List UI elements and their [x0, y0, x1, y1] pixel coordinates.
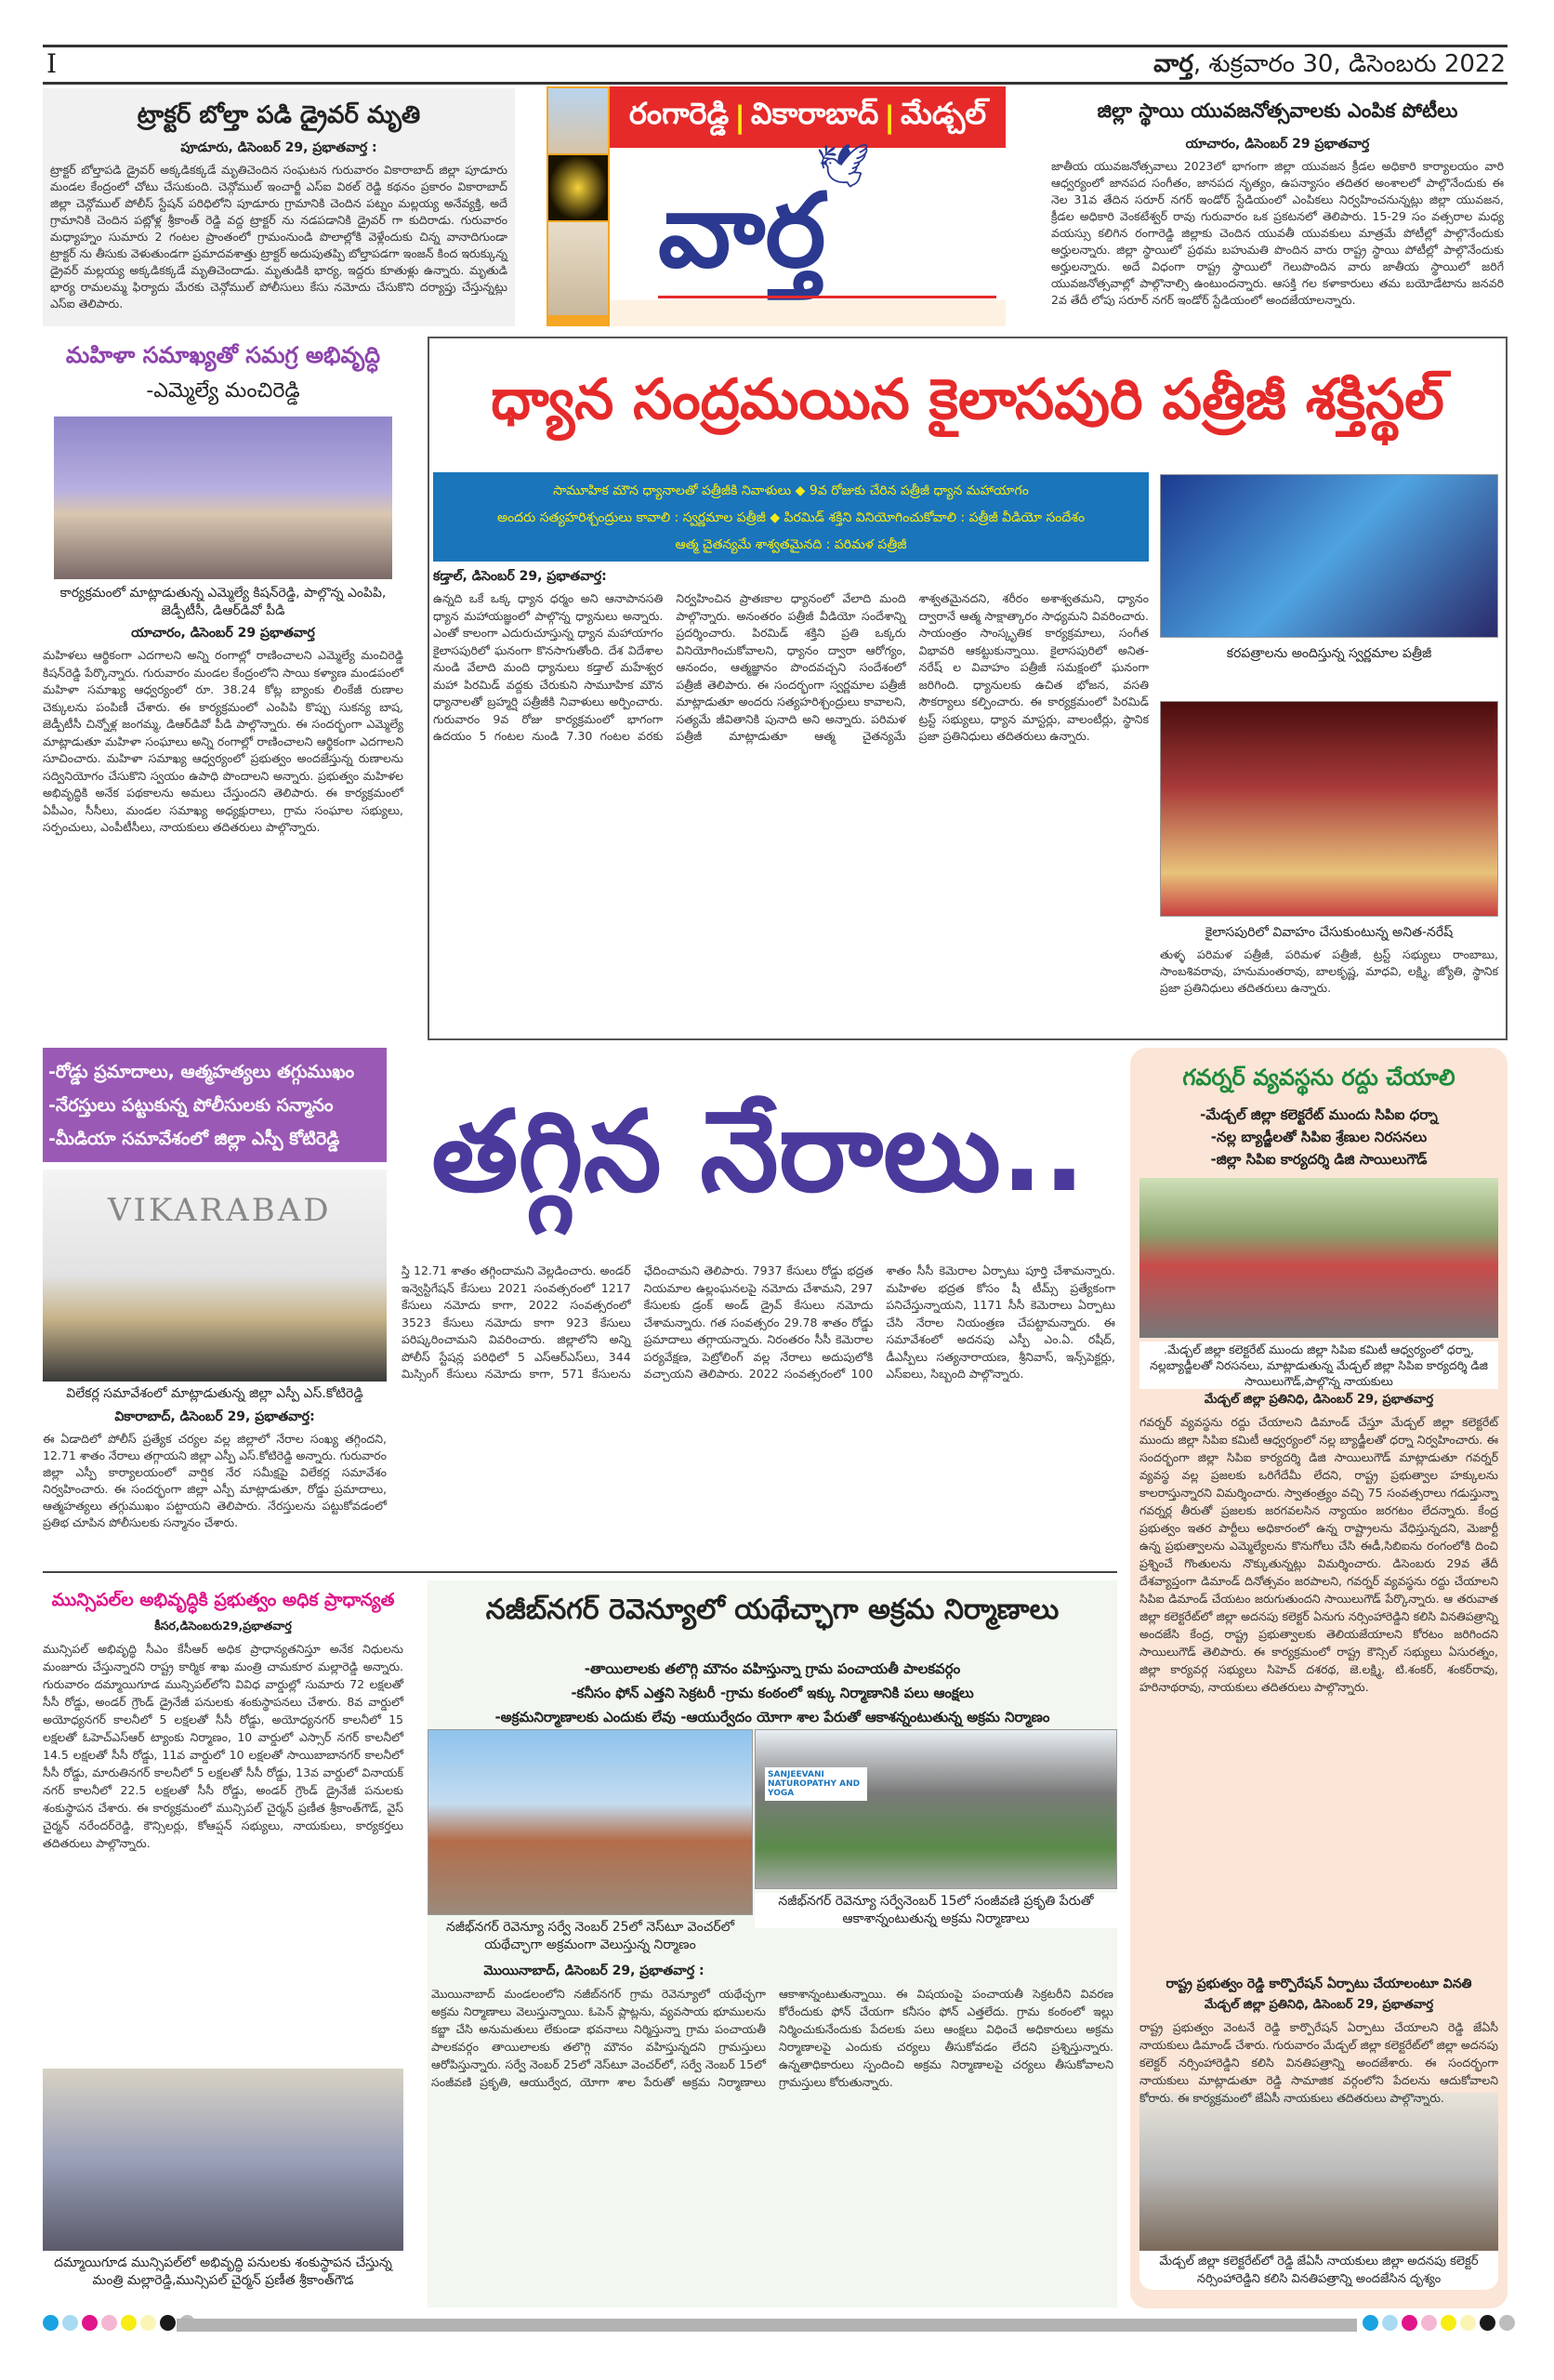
article-body: ఉన్నది ఒకే ఒక్క ధ్యాన ధర్మం అని ఆనాపానసతి ధ్యాన మహాయజ్ఞంలో పాల్గొన్న ధ్యానులు అన్నారు. ఎంతో కాలంగా ఎదురుచూస్తున్న ధ్యాన మహాయాగం కైలాసపురిలో ఘనంగా కొనసాగుతోంది. దేశ విదేశాల నుండి వేలాది మంది ధ్యానులు కడ్తాల్ మహేశ్వర మహా పిరమిడ్ వద్దకు చేరుకుని సామూహిక మౌన ధ్యానాలతో బ్రహ్మర్షి పత్రీజీకి నివాళులు అర్పించారు. గురువారం 9వ రోజు కార్యక్రమంలో భాగంగా ఉదయం 5 గంటల నుండి 7.30 గంటల వరకు నిర్వహించిన ప్రాతఃకాల ధ్యానంలో వేలాది మంది పాల్గొన్నారు. అనంతరం పత్రీజీ వీడియో సందేశాన్ని ప్రదర్శించారు. పిరమిడ్ శక్తిని ప్రతి ఒక్కరు వినియోగించుకోవాలని, ధ్యానం ద్వారా ఆరోగ్యం, ఆనందం, ఆత్మజ్ఞానం పొందవచ్చని సందేశంలో పత్రీజీ తెలిపారు. ఈ సందర్భంగా స్వర్ణమాల పత్రీజీ మాట్లాడుతూ అందరు సత్యహరిశ్చంద్రులు కావాలని, సత్యమే జీవితానికి పునాది అని అన్నారు. పరిమళ పత్రీజీ మాట్లాడుతూ ఆత్మ చైతన్యమే శాశ్వతమైనదని, శరీరం అశాశ్వతమని, ధ్యానం ద్వారానే ఆత్మ సాక్షాత్కారం సాధ్యమని వివరించారు. సాయంత్రం సాంస్కృతిక కార్యక్రమాలు, సంగీత విభావరి ఆకట్టుకున్నాయి. కైలాసపురిలో అనిత-నరేష్ ల వివాహం పత్రీజీ సమక్షంలో ఘనంగా జరిగింది. ధ్యానులకు ఉచిత భోజన, వసతి సౌకర్యాలు కల్పించారు. ఈ కార్యక్రమంలో పిరమిడ్ ట్రస్ట్ సభ్యులు, ధ్యాన మాస్టర్లు, వాలంటీర్లు, స్థానిక ప్రజా ప్రతినిధులు తదితరులు ఉన్నారు.: [433, 591, 1149, 743]
subheadline: రాష్ట్ర ప్రభుత్వం రెడ్డి కార్పొరేషన్ ఏర్పాటు చేయాలంటూ వినతి: [1166, 1977, 1472, 1991]
district-band: రంగారెడ్డి | వికారాబాద్ | మేడ్చల్: [610, 86, 1006, 148]
page-number: I: [46, 48, 58, 79]
dove-icon: 🕊: [816, 140, 871, 191]
dateline: యాచారం, డిసెంబర్ 29 ప్రభాతవార్త: [131, 626, 315, 641]
article-body-tail: తుళ్ళ పరిమళ పత్రీజీ, పరిమళ పత్రీజీ, ట్రస్ట్ సభ్యులు రాంబాబు, సాంబశివరావు, హనుమంతరావు, బాలకృష్ణ, మాధవి, లక్ష్మి, జ్యోతి, స్థానిక ప్రజా ప్రతినిధులు తదితరులు ఉన్నారు.: [1160, 947, 1498, 995]
registration-dot: [82, 2315, 98, 2331]
photo-caption: కైలాసపురిలో వివాహం చేసుకుంటున్న అనిత-నరేష్: [1205, 925, 1454, 940]
registration-dot: [1499, 2315, 1515, 2331]
highlight: పిరమిడ్ శక్తిని వినియోగించుకోవాలి : పత్రీజీ వీడియో సందేశం: [784, 510, 1086, 525]
temple-photo: [548, 88, 608, 153]
highlight: సామూహిక మౌన ధ్యానాలతో పత్రీజీకి నివాళులు: [553, 483, 792, 498]
photo-reddy-jac: [1139, 2093, 1498, 2251]
registration-dot: [43, 2315, 59, 2331]
dateline: వికారాబాద్, డిసెంబర్ 29, ప్రభాతవార్త:: [114, 1409, 315, 1424]
issue-date: , శుక్రవారం 30, డిసెంబరు 2022: [1192, 50, 1506, 78]
print-registration-bar: [0, 2315, 1554, 2335]
dateline: కడ్తాల్, డిసెంబర్ 29, ప్రభాతవార్త:: [433, 569, 607, 584]
subheadline: -నల్ల బ్యాడ్జీలతో సిపిఐ శ్రేణుల నిరసనలు: [1210, 1129, 1428, 1145]
photo-caption: కార్యక్రమంలో మాట్లాడుతున్న ఎమ్మెల్యే కిషన్‌రెడ్డి, పాల్గొన్న ఎంపిపి, జెడ్పీటీసీ, డిఆర్‌డివో పీడి: [59, 586, 387, 618]
headline: ధ్యాన సంద్రమయిన కైలాసపురి పత్రీజీ శక్తిస్థల్: [491, 367, 1444, 432]
building-sign: SANJEEVANI NATUROPATHY AND YOGA: [765, 1767, 867, 1801]
registration-dot: [1402, 2315, 1417, 2331]
headline: గవర్నర్ వ్యవస్థను రద్దు చేయాలి: [1182, 1064, 1455, 1091]
dateline: కీసర,డిసెంబరు29,ప్రభాతవార్త: [154, 1619, 292, 1633]
article-women-federation: [43, 337, 403, 1040]
photo-caption: నజీభ్‌నగర్ రెవెన్యూ సర్వేనెంబర్ 15లో సంజీవణి ప్రకృతి పేరుతో ఆకాశాన్నంటుతున్న అక్రమ నిర్మాణాలు: [755, 1893, 1117, 1928]
photo-caption: .మేడ్చల్ జిల్లా కలెక్టరేట్ ముందు జిల్లా సిపిఐ కమిటీ ఆధ్వర్యంలో ధర్నా, నల్లబ్యాడ్జీలతో నిరసనలు, మాట్లాడుతున్న మేడ్చల్ జిల్లా సిపిఐ కార్యదర్శి డిజి సాయిలుగౌడ్,పాల్గొన్న నాయకులు: [1139, 1342, 1498, 1389]
headline: జిల్లా స్థాయి యువజనోత్సవాలకు ఎంపిక పోటీలు: [1097, 99, 1458, 122]
masthead: [547, 86, 1006, 326]
article-body: ఈ ఏడాదిలో పోలీస్ ప్రత్యేక చర్యల వల్ల జిల్లాలో నేరాల సంఖ్య తగ్గిందని, 12.71 శాతం నేరాలు తగ్గాయని జిల్లా ఎస్పీ ఎస్.కోటిరెడ్డి అన్నారు. గురువారం జిల్లా ఎస్పీ కార్యాలయంలో వార్షిక నేర సమీక్షపై విలేకర్ల సమావేశం నిర్వహించారు. ఈ సందర్భంగా జిల్లా ఎస్పీ మాట్లాడుతూ, రోడ్డు ప్రమాదాలు, ఆత్మహత్యలు తగ్గుముఖం పట్టాయని తెలిపారు. నేరస్తులను పట్టుకోవడంలో ప్రతిభ చూపిన పోలీసులకు సన్మానం చేశారు.: [43, 1432, 387, 1529]
masthead-logo: వార్త: [658, 171, 826, 290]
headline-crimes-decreased: తగ్గిన నేరాలు..: [431, 1088, 1086, 1217]
photo-women-meeting: [54, 416, 392, 579]
district-medchal: మేడ్చల్: [900, 96, 987, 131]
registration-dot: [1421, 2315, 1437, 2331]
registration-dot: [1460, 2315, 1476, 2331]
registration-dot: [140, 2315, 156, 2331]
article-youth-festival: [1047, 88, 1508, 326]
article-kailasapuri: [428, 337, 1508, 1040]
article-body: ట్రాక్టర్ బోల్తాపడి డ్రైవర్ అక్కడికక్కడే మృతిచెందిన సంఘటన గురువారం వికారాబాద్ జిల్లా పూడూరు మండల కేంద్రంలో చోటు చేసుకుంది. చెన్గోముల్ ఇంచార్జీ ఎస్ఐ విఠల్ రెడ్డి కథనం ప్రకారం వికారాబాద్ జిల్లా చెన్గోముల్ పోలీస్ స్టేషన్ పరిధిలోని పూడూరు గ్రామానికి చెందిన పట్నం మల్లయ్య అనేవ్యక్తి, అదే గ్రామానికి చెందిన పట్లోళ్ల శ్రీకాంత్ రెడ్డి వద్ద ట్రాక్టర్ ను నడపడానికి డ్రైవర్ గా కుదిరాడు. గురువారం మధ్యాహ్నం సుమారు 2 గంటల ప్రాంతంలో గ్రామంనుండి పొలాల్లోకి వెళ్లేందుకు చిన్న వానాదిగుండా ట్రాక్టర్ ను తీసుకు వెళుతుండగా ప్రమాదవశాత్తు ట్రాక్టర్ అదుపుతప్పి బోల్తాపడగా ఇంజన్ కింద ఇరుక్కున్న డ్రైవర్ మల్లయ్య అక్కడికక్కడే మృతిచెందాడు. మృతుడికి భార్య, ఇద్దరు కూతుళ్లు ఉన్నారు. మృతుడి భార్య రామలమ్మ ఫిర్యాదు మేరకు చెన్గోముల్ పోలీసులు కేసు నమోదు చేసుకొని దర్యాప్తు చేస్తున్నట్లు ఎస్ఐ తెలిపారు.: [50, 163, 507, 311]
dateline: మొయినాబాద్, డిసెంబర్ 29, ప్రభాతవార్త :: [483, 1964, 705, 1978]
photo-municipal-foundation: [43, 2069, 403, 2251]
registration-dot: [1441, 2315, 1456, 2331]
headline: నజీబ్‌నగర్ రెవెన్యూలో యథేచ్ఛాగా అక్రమ నిర్మాణాలు: [485, 1593, 1060, 1626]
dateline: యాచారం, డిసెంబర్ 29 ప్రభాతవార్త: [1185, 137, 1370, 152]
photo-sp-press-meet: [43, 1170, 387, 1382]
crime-bullets-box: [43, 1048, 387, 1162]
highlight: ఆత్మ చైతన్యమే శాశ్వతమైనది : పరిమళ పత్రీజీ: [675, 537, 907, 552]
photo-swarnamala-stage: [1160, 474, 1498, 638]
dateline: మేడ్చల్ జిల్లా ప్రతినిధి, డిసెంబర్ 29, ప్రభాతవార్త: [1204, 1393, 1434, 1407]
photo-cpi-dharna: [1139, 1178, 1498, 1338]
photo-wedding: [1160, 701, 1498, 917]
dateline: పూడూరు, డిసెంబర్ 29, ప్రభాతవార్త :: [180, 140, 377, 155]
photo-construction-25: [428, 1729, 753, 1915]
subheadline: -కనీసం ఫోన్ ఎత్తని సెక్రటరీ -గ్రామ కంఠంలో ఇక్కు నిర్మాణానికి పలు ఆంక్షలు: [571, 1685, 974, 1701]
dateline: మేడ్చల్ జిల్లా ప్రతినిధి, డిసెంబర్ 29, ప్రభాతవార్త: [1204, 1998, 1434, 2012]
headline: మహిళా సమాఖ్యతో సమగ్ర అభివృద్ధి: [65, 342, 381, 368]
article-governor: [1130, 1048, 1508, 2308]
article-tractor: [43, 88, 515, 326]
headline: ట్రాక్టర్ బోల్తా పడి డ్రైవర్ మృతి: [137, 101, 421, 129]
article-body: మహిళలు ఆర్థికంగా ఎదగాలని అన్ని రంగాల్లో రాణించాలని ఎమ్మెల్యే మంచిరెడ్డి కిషన్‌రెడ్డి పేర్కొన్నారు. గురువారం మండల కేంద్రంలోని సాయి కళ్యాణ మండపంలో మహిళా సమాఖ్య ఆధ్వర్యంలో రూ. 38.24 కోట్ల బ్యాంకు లింకేజీ రుణాల చెక్కులను పంపిణీ చేశారు. ఈ కార్యక్రమంలో ఎంపిపి కొప్పు సుకన్య బాష, జెడ్పీటీసీ చిన్నోళ్ల జంగమ్మ, డిఆర్‌డివో పీడి పాల్గొన్నారు. ఈ సందర్భంగా ఎమ్మెల్యే మాట్లాడుతూ మహిళా సంఘాలు అన్ని రంగాల్లో రాణించాలని ఆర్థికంగా ఎదగాలని సూచించారు. మహిళా సమాఖ్య ఆధ్వర్యంలో ప్రభుత్వం అందజేస్తున్న రుణాలను సద్వినియోగం చేసుకొని స్వయం ఉపాధి పొందాలని అన్నారు. ప్రభుత్వం మహిళల అభివృద్ధికి అనేక పథకాలను అమలు చేస్తుందని తెలిపారు. ఈ కార్యక్రమంలో ఏపీఎం, సీసీలు, మండల సమాఖ్య అధ్యక్షురాలు, గ్రామ సంఘాల సభ్యులు, సర్పంచులు, ఎంపీటీసీలు, నాయకులు తదితరులు పాల్గొన్నారు.: [43, 648, 403, 834]
page-header-date: [1153, 50, 1506, 84]
photo-caption: విలేకర్ల సమావేశంలో మాట్లాడుతున్న జిల్లా ఎస్పీ ఎస్.కోటిరెడ్డి: [66, 1386, 363, 1401]
registration-dot: [101, 2315, 117, 2331]
bullet: -నేరస్తులు పట్టుకున్న పోలీసులకు సన్మానం: [48, 1095, 334, 1116]
district-vikarabad: వికారాబాద్: [750, 96, 879, 131]
paper-name: వార్త: [1153, 50, 1193, 78]
headline: మున్సిపల్‌ల అభివృద్ధికి ప్రభుత్వం అధిక ప్రాధాన్యత: [51, 1590, 395, 1610]
highlight: 9వ రోజుకు చేరిన పత్రీజీ ధ్యాన మహాయాగం: [809, 483, 1029, 498]
golden-idol-photo: [548, 155, 608, 220]
article-body: మొయినాబాద్ మండలంలోని నజీబ్‌నగర్ గ్రామ రెవెన్యూలో యథేచ్ఛగా అక్రమ నిర్మాణాలు వెలుస్తున్నాయి. ఓపెన్ ప్లాట్లను, వ్యవసాయ భూములను కబ్జా చేసి అనుమతులు లేకుండా భవనాలు నిర్మిస్తున్నా గ్రామ పంచాయతీ పాలకవర్గం తాయిలాలకు తలొగ్గి మౌనం వహిస్తున్నదని గ్రామస్తులు ఆరోపిస్తున్నారు. సర్వే నెంబర్ 25లో నెస్‌టూ వెంచర్‌లో, సర్వే నెంబర్ 15లో సంజీవణి ప్రకృతి, ఆయుర్వేద, యోగా శాల పేరుతో అక్రమ నిర్మాణాలు ఆకాశాన్నంటుతున్నాయి. ఈ విషయంపై పంచాయతీ సెక్రటరీని వివరణ కోరేందుకు ఫోన్ చేయగా కనీసం ఫోన్ ఎత్తలేదు. గ్రామ కంఠంలో ఇల్లు నిర్మించుకునేందుకు పేదలకు పలు ఆంక్షలు విధించే అధికారులు అక్రమ నిర్మాణాలపై ఎందుకు చర్యలు తీసుకోవడం లేదని ప్రశ్నిస్తున్నారు. ఉన్నతాధికారులు స్పందించి అక్రమ నిర్మాణాలపై చర్యలు తీసుకోవాలని గ్రామస్తులు కోరుతున్నారు.: [431, 1987, 1113, 2089]
registration-dot: [160, 2315, 176, 2331]
article-municipal: [43, 1580, 403, 2306]
registration-dot: [1363, 2315, 1378, 2331]
photo-caption: నజీభ్‌నగర్ రెవెన్యూ సర్వే నెంబర్ 25లో నెస్‌టూ వెంచర్‌లో యథేచ్ఛాగా అక్రమంగా వెలుస్తున్న నిర్మాణం: [445, 1920, 735, 1952]
article-body: రాష్ట్ర ప్రభుత్వం వెంటనే రెడ్డి కార్పొరేషన్ ఏర్పాటు చేయాలని రెడ్డి జేఏసీ నాయకులు డిమాండ్ చేశారు. గురువారం మేడ్చల్ జిల్లా కలెక్టరేట్‌లో జిల్లా అదనపు కలెక్టర్ నర్సింహారెడ్డిని కలిసి వినతిపత్రాన్ని అందజేశారు. ఈ సందర్భంగా నాయకులు మాట్లాడుతూ రెడ్డి సామాజిక వర్గంలోని పేదలను ఆదుకోవాలని కోరారు. ఈ కార్యక్రమంలో జేఏసీ నాయకులు తదితరులు పాల్గొన్నారు.: [1139, 2020, 1498, 2105]
registration-dot: [121, 2315, 137, 2331]
photo-caption: కరపత్రాలను అందిస్తున్న స్వర్ణమాల పత్రీజీ: [1226, 646, 1432, 661]
photo-sign-text: VIKARABAD: [108, 1192, 332, 1229]
temple-complex-photo: [548, 222, 608, 315]
district-rangareddy: రంగారెడ్డి: [628, 96, 730, 131]
highlight: అందరు సత్యహరిశ్చంద్రులు కావాలి : స్వర్ణమాల పత్రీజీ: [496, 510, 766, 525]
article-body: జాతీయ యువజనోత్సవాలు 2023లో భాగంగా జిల్లా యువజన క్రీడల అధికారి కార్యాలయం వారి ఆధ్వర్యంలో జానపద సంగీతం, జానపద నృత్యం, ఉపన్యాసం తదితర అంశాలలో పాల్గొనేందుకు ఈ నెల 31వ తేదిన సరూర్ నగర్ ఇండోర్ స్టేడియంలో ఎంపికలు నిర్వహించనున్నట్లు జిల్లా యువజన, క్రీడల అధికారి వెంకటేశ్వర్ రావు గురువారం ఒక ప్రకటనలో తెలిపారు. 15-29 సం వత్సరాల మధ్య వయస్సు కలిగిన రంగారెడ్డి జిల్లాకు చెందిన యువతీ యువకులు మాత్రమే పోటీల్లో పాల్గొనేందుకు అర్హులన్నారు. జిల్లా స్థాయిలో ప్రథమ బహుమతి పొందిన వారు రాష్ట్ర స్థాయి పోటీల్లో పాల్గొనేందుకు అర్హులన్నారు. అదే విధంగా రాష్ట్ర స్థాయిలో గెలుపొందిన వారు జాతీయ స్థాయిలో జరిగే యువజనోత్సవాల్లో పాల్గొనాల్సి ఉంటుందన్నారు. ఆసక్తి గల కళాకారులు తమ బయోడేటాను జనవరి 2వ తేదీ లోపు సరూర్ నగర్ ఇండోర్ స్టేడియంలో అందజేయాలన్నారు.: [1051, 159, 1504, 307]
photo-caption: దమ్మాయిగూడ మున్సిపల్‌లో అభివృద్ధి పనులకు శంకుస్థాపన చేస్తున్న మంత్రి మల్లారెడ్డి,మున్సిపల్ చైర్మన్ ప్రణీత శ్రీకాంత్‌గౌడ: [54, 2255, 392, 2288]
article-najibnagar: [428, 1580, 1117, 2307]
registration-dot: [1382, 2315, 1398, 2331]
article-body: మున్సిపల్ అభివృద్ధి సీఎం కేసీఆర్ అధిక ప్రాధాన్యతనిస్తూ అనేక నిధులను మంజూరు చేస్తున్నారని రాష్ట్ర కార్మిక శాఖ మంత్రి చామకూర మల్లారెడ్డి అన్నారు. గురువారం దమ్మాయిగూడ మున్సిపల్‌లోని వివిధ వార్డుల్లో సుమారు 72 లక్షలతో సీసీ రోడ్డు, అండర్ గ్రౌండ్ డ్రైనేజీ పనులకు శంకుస్థాపనలు చేశారు. 8వ వార్డులో అయోధ్యనగర్ కాలనీలో 5 లక్షలతో సీసీ రోడ్డు, అయోధ్యనగర్ కాలనీలో 15 లక్షలతో ఓహెచ్ఎస్ఆర్ ట్యాంకు నిర్మాణం, 10 వార్డులో ఎస్సార్ నగర్ కాలనీలో 14.5 లక్షలతో సీసీ రోడ్డు, 11వ వార్డులో 10 లక్షలతో సాయిబాబానగర్ కాలనీలో సీసీ రోడ్డు, మారుతినగర్ కాలనీలో 5 లక్షలతో సీసీ రోడ్డు, 13వ వార్డులో వినాయక్ నగర్ కాలనీలో 22.5 లక్షలతో సీసీ రోడ్డు, అండర్ గ్రౌండ్ డ్రైనేజీ పనులకు శంకుస్థాపన చేశారు. ఈ కార్యక్రమంలో మున్సిపల్ చైర్మన్ ప్రణీత శ్రీకాంత్‌గౌడ్, వైస్ చైర్మన్ నరేందర్‌రెడ్డి, కౌన్సిలర్లు, కోఆప్షన్ సభ్యులు, నాయకులు, కార్యకర్తలు తదితరులు పాల్గొన్నారు.: [43, 1642, 403, 1850]
article-body: గవర్నర్ వ్యవస్థను రద్దు చేయాలని డిమాండ్ చేస్తూ మేడ్చల్ జిల్లా కలెక్టరేట్ ముందు జిల్లా సిపిఐ కమిటీ ఆధ్వర్యంలో నల్ల బ్యాడ్జీలతో ధర్నా నిర్వహించారు. ఈ సందర్భంగా జిల్లా సిపిఐ కార్యదర్శి డిజి సాయిలుగౌడ్ మాట్లాడుతూ గవర్నర్ వ్యవస్థ వల్ల ప్రజలకు ఒరిగేదేమీ లేదని, రాష్ట్ర ప్రభుత్వాల హక్కులను కాలరాస్తున్నారని విమర్శించారు. స్వాతంత్ర్యం వచ్చి 75 సంవత్సరాలు గడుస్తున్నా గవర్నర్ల తీరుతో ప్రజలకు జరగవలసిన న్యాయం జరగటం లేదన్నారు. కేంద్ర ప్రభుత్వం ఇతర పార్టీలు అధికారంలో ఉన్న రాష్ట్రాలను వేధిస్తున్నదని, మెజార్టీ ఉన్న ప్రభుత్వాలను ఎమ్మెల్యేలను కొనుగోలు చేసి ఈడీ,సిబిఐను రంగంలోకి దించి ప్రశ్నించే గొంతులను నొక్కుతున్నట్లు విమర్శించారు. డిసెంబరు 29వ తేదీ దేశవ్యాప్తంగా డిమాండ్ దినోత్సవం జరపాలని, గవర్నర్ వ్యవస్థను రద్దు చేయాలని సిపిఐ డిమాండ్ చేయటం జరుగుతుందని సాయిలుగౌడ్ పేర్కొన్నారు. ఆ తరువాత జిల్లా కలెక్టరేట్‌లో జిల్లా అదనపు కలెక్టర్ ఏనుగు నర్సింహారెడ్డిని కలిసి వినతిపత్రాన్ని అందజేసి కేంద్ర, రాష్ట్ర ప్రభుత్వాలకు తెలియజేయాలని కోరటం జరిగిందని సాయిలుగౌడ్ తెలిపారు. ఈ కార్యక్రమంలో రాష్ట్ర కౌన్సిల్ సభ్యులు ఏసురత్నం, జిల్లా కార్యవర్గ సభ్యులు సిహెచ్ దశరథ, జె.లక్ష్మి, టి.శంకర్, శంకర్‌రావు, హరినాథరావు, నాయకులు తదితరులు పాల్గొన్నారు.: [1139, 1415, 1498, 1694]
bullet: -మీడియా సమావేశంలో జిల్లా ఎస్పీ కోటిరెడ్డి: [48, 1129, 340, 1149]
masthead-temple-photos: [547, 86, 610, 326]
subheadline: -ఎమ్మెల్యే మంచిరెడ్డి: [146, 379, 300, 403]
highlights-band: సామూహిక మౌన ధ్యానాలతో పత్రీజీకి నివాళులు ◆ 9వ రోజుకు చేరిన పత్రీజీ ధ్యాన మహాయాగం అందరు సత్యహరిశ్చంద్రులు కావాలి : స్వర్ణమాల పత్రీజీ ◆ పిరమిడ్ శక్తిని వినియోగించుకోవాలి : పత్రీజీ వీడియో సందేశం ఆత్మ చైతన్యమే శాశ్వతమైనది : పరిమళ పత్రీజీ: [433, 472, 1149, 562]
subheadline: -అక్రమనిర్మాణాలకు ఎందుకు లేవు -ఆయుర్వేదం యోగా శాల పేరుతో ఆకాశన్నంటుతున్న అక్రమ నిర్మాణం: [494, 1709, 1050, 1726]
bullet: -రోడ్డు ప్రమాదాలు, ఆత్మహత్యలు తగ్గుముఖం: [48, 1062, 355, 1082]
photo-sanjeevani-building: [755, 1729, 1117, 1889]
photo-caption: మేడ్చల్ జిల్లా కలెక్టరేట్‌లో రెడ్డి జేఏసీ నాయకులు జిల్లా అదనపు కలెక్టర్ నర్సింహారెడ్డిని కలిసి వినతిపత్రాన్ని అందజేసిన దృశ్యం: [1139, 2251, 1498, 2290]
subheadline: -జిల్లా సిపిఐ కార్యదర్శి డిజి సాయిలుగౌడ్: [1210, 1151, 1428, 1168]
subheadline: -తాయిలాలకు తలొగ్గి మౌనం వహిస్తున్నా గ్రామ పంచాయతీ పాలకవర్గం: [584, 1660, 961, 1677]
subheadline: -మేడ్చల్ జిల్లా కలెక్టరేట్ ముందు సిపిఐ ధర్నా: [1200, 1106, 1438, 1123]
registration-dot: [1480, 2315, 1495, 2331]
article-body: స్తి 12.71 శాతం తగ్గిందామని వెల్లడించారు. అండర్ ఇన్వెస్టిగేషన్ కేసులు 2021 సంవత్సరంలో 1217 కేసులు నమోదు కాగా, 2022 సంవత్సరంలో 3523 కేసులు నమోదు కాగా 923 కేసులు పరిష్కరించామని వివరించారు. జిల్లాలోని అన్ని పోలీస్ స్టేషన్ల పరిధిలో 5 ఎస్ఆర్‌ఎస్‌లు, 344 మిస్సింగ్ కేసులు నమోదు కాగా, 571 కేసులను ఛేదించామని తెలిపారు. 7937 కేసులు రోడ్డు భద్రత నియమాల ఉల్లంఘనలపై నమోదు చేశామని, 297 కేసులకు డ్రంక్ అండ్ డ్రైవ్ కేసులు నమోదు చేశామన్నారు. గత సంవత్సరం 29.78 శాతం రోడ్డు ప్రమాదాలు తగ్గాయన్నారు. నిరంతరం సీసీ కెమెరాల పర్యవేక్షణ, పెట్రోలింగ్ వల్ల నేరాలు అదుపులోకి వచ్చాయని తెలిపారు. 2022 సంవత్సరంలో 100 శాతం సీసీ కెమెరాల ఏర్పాటు పూర్తి చేశామన్నారు. మహిళల భద్రత కోసం షీ టీమ్స్ ప్రత్యేకంగా పనిచేస్తున్నాయని, 1171 సీసీ కెమెరాలు ఏర్పాటు చేసి నేరాల నియంత్రణ చేపట్టామన్నారు. ఈ సమావేశంలో అదనపు ఎస్పీ ఎం.ఏ. రషీద్, డీఎస్పీలు సత్యనారాయణ, శ్రీనివాస్, ఇన్స్‌పెక్టర్లు, ఎస్ఐలు, సిబ్బంది పాల్గొన్నారు.: [402, 1263, 1115, 1381]
registration-dot: [62, 2315, 78, 2331]
